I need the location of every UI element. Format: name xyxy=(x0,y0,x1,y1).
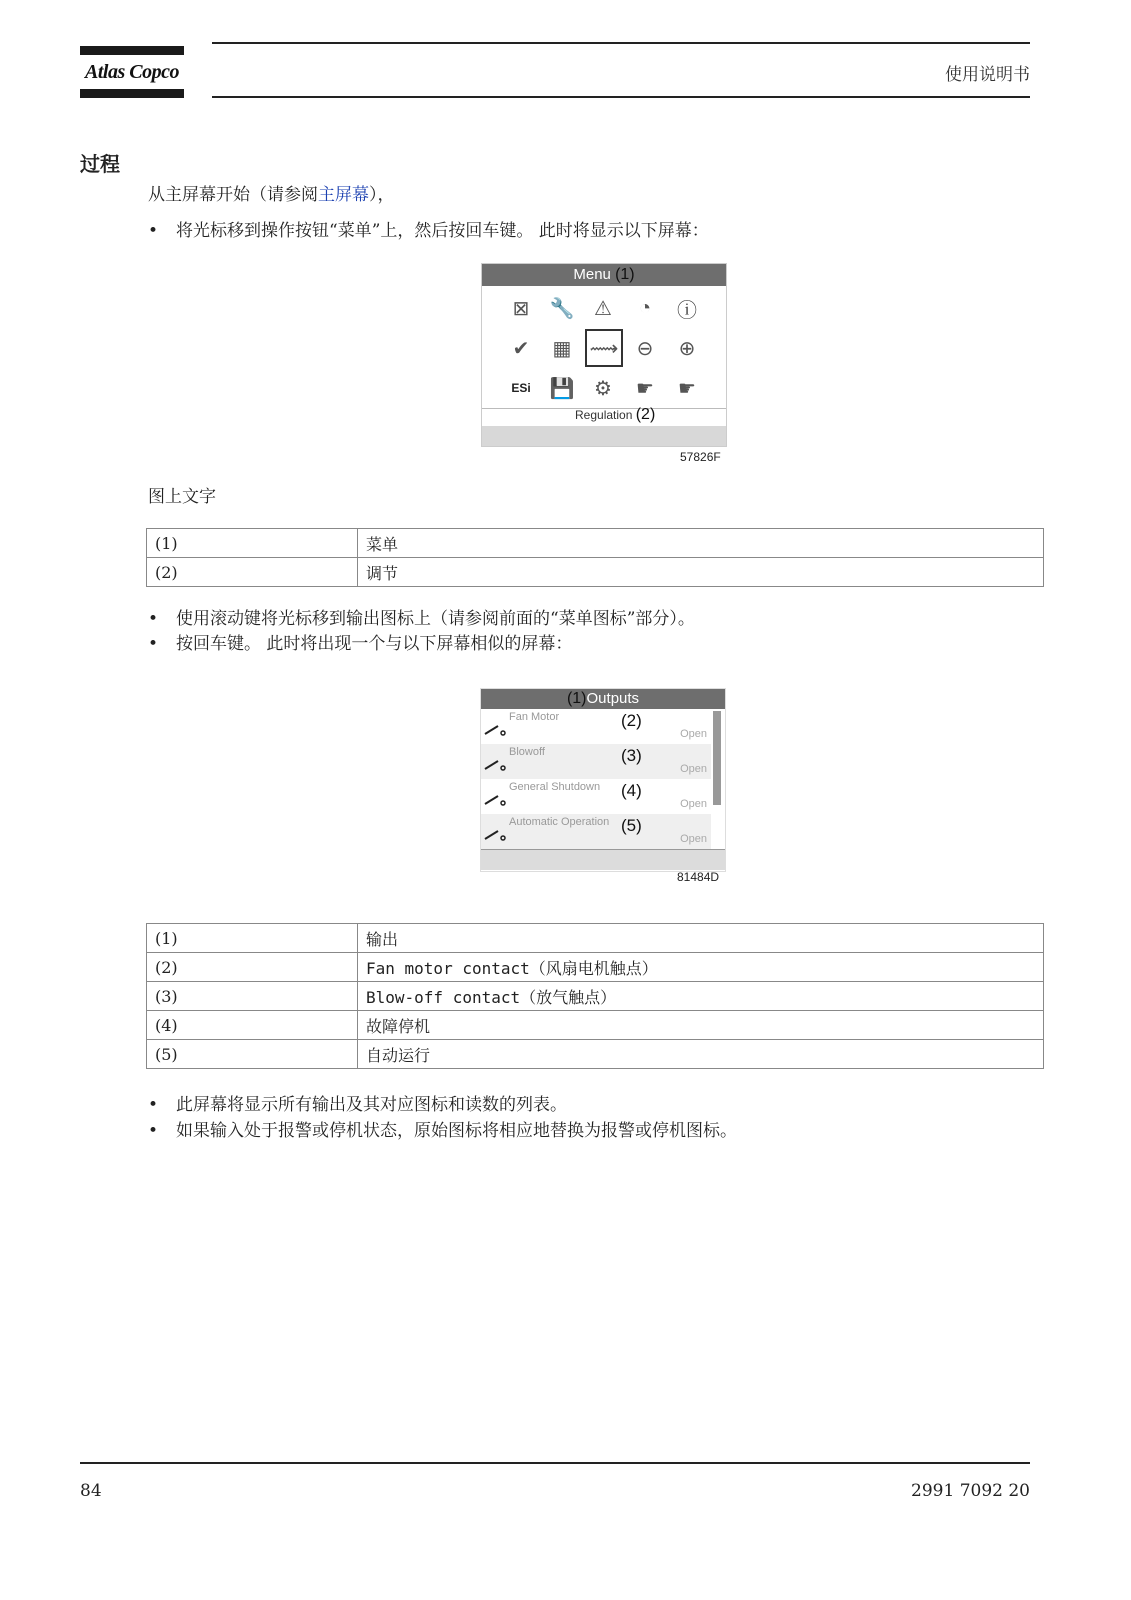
outputs-title-num: (1) xyxy=(566,690,587,707)
bullet-text: 使用滚动键将光标移到输出图标上（请参阅前面的“菜单图标”部分）。 xyxy=(176,609,695,629)
output-name: General Shutdown xyxy=(509,781,601,793)
output-callout: (5) xyxy=(621,816,642,835)
output-callout: (4) xyxy=(621,781,642,800)
legend-value: Fan motor contact（风扇电机触点） xyxy=(358,953,1044,982)
section-title: 过程 xyxy=(80,152,120,176)
brand-logo xyxy=(80,46,184,98)
output-icon[interactable]: ⊕ xyxy=(678,337,696,360)
brand-name: Atlas Copco xyxy=(85,61,179,83)
bullet-text: 如果输入处于报警或停机状态，原始图标将相应地替换为报警或停机图标。 xyxy=(176,1121,737,1141)
table-row xyxy=(147,982,1044,1011)
output-name: Fan Motor xyxy=(509,711,560,723)
header-rule-bottom xyxy=(212,96,1030,98)
menu-title-num: (1) xyxy=(615,266,635,283)
contact-switch-icon xyxy=(484,722,506,736)
table-row xyxy=(147,529,1044,558)
bullet-item: • 如果输入处于报警或停机状态，原始图标将相应地替换为报警或停机图标。 xyxy=(148,1121,737,1141)
bullet-text: 将光标移到操作按钮“菜单”上，然后按回车键。 此时将显示以下屏幕： xyxy=(176,221,709,241)
wrench-icon[interactable]: 🔧 xyxy=(549,297,575,320)
figure-caption: 57826F xyxy=(680,450,721,464)
bullet-item: • 将光标移到操作按钮“菜单”上，然后按回车键。 此时将显示以下屏幕： xyxy=(148,221,709,241)
output-name: Blowoff xyxy=(509,746,545,758)
timer-icon[interactable]: ◔ xyxy=(638,296,652,319)
outputs-title-text: Outputs xyxy=(586,690,640,707)
output-row-automatic-operation[interactable] xyxy=(481,814,711,849)
regulation-num: (2) xyxy=(635,406,656,423)
legend-key: (1) xyxy=(147,529,358,558)
outputs-screen-title xyxy=(481,689,725,709)
legend-key: (2) xyxy=(147,953,358,982)
counter-icon[interactable]: ▦ xyxy=(552,337,572,360)
legend-key: (1) xyxy=(147,924,358,953)
legend-table-1 xyxy=(146,528,1044,587)
screen-footer-bar xyxy=(482,426,726,446)
output-row-general-shutdown[interactable] xyxy=(481,779,711,814)
bullet-text: 按回车键。 此时将出现一个与以下屏幕相似的屏幕： xyxy=(176,634,573,654)
legend-key: (2) xyxy=(147,558,358,587)
menu-screen-title xyxy=(482,264,726,286)
legend-key: (4) xyxy=(147,1011,358,1040)
bullet-item: • 按回车键。 此时将出现一个与以下屏幕相似的屏幕： xyxy=(148,634,573,654)
contact-switch-icon xyxy=(484,792,506,806)
intro-text-before: 从主屏幕开始（请参阅 xyxy=(148,185,318,205)
info-icon[interactable]: ⓘ xyxy=(677,299,697,322)
page-number: 84 xyxy=(80,1481,102,1501)
settings-icon[interactable]: ⚙ xyxy=(594,377,612,400)
table-row xyxy=(147,1040,1044,1069)
output-value: Open xyxy=(680,763,707,775)
legend-value: 输出 xyxy=(358,924,1044,953)
legend-value: 自动运行 xyxy=(358,1040,1044,1069)
document-number: 2991 7092 20 xyxy=(911,1481,1030,1501)
regulation-label: Regulation xyxy=(575,408,633,422)
table-row xyxy=(147,1011,1044,1040)
regulation-icon[interactable]: ⟿ xyxy=(585,329,623,367)
main-screen-link[interactable]: 主屏幕 xyxy=(318,185,369,205)
outputs-screen xyxy=(480,688,726,872)
table-row xyxy=(147,953,1044,982)
warning-icon[interactable]: ⚠ xyxy=(594,297,612,320)
legend-key: (3) xyxy=(147,982,358,1011)
hand-icon[interactable]: ☛ xyxy=(636,377,654,400)
contact-switch-icon xyxy=(484,757,506,771)
contact-switch-icon xyxy=(484,827,506,841)
legend-label: 图上文字 xyxy=(148,487,216,507)
intro-paragraph xyxy=(148,183,395,207)
legend-value: 调节 xyxy=(358,558,1044,587)
output-value: Open xyxy=(680,728,707,740)
table-row xyxy=(147,924,1044,953)
output-row-blowoff[interactable] xyxy=(481,744,711,779)
bullet-text: 此屏幕将显示所有输出及其对应图标和读数的列表。 xyxy=(176,1095,567,1115)
hand-icon[interactable]: ☛ xyxy=(678,377,696,400)
analog-inputs-icon[interactable]: ⊠ xyxy=(512,297,530,320)
selected-item-label xyxy=(575,406,655,424)
legend-key: (5) xyxy=(147,1040,358,1069)
figure-caption: 81484D xyxy=(677,870,720,884)
output-callout: (2) xyxy=(621,711,642,730)
output-value: Open xyxy=(680,833,707,845)
input-icon[interactable]: ⊖ xyxy=(636,337,654,360)
legend-value: 故障停机 xyxy=(358,1011,1044,1040)
menu-title-text: Menu xyxy=(573,266,611,283)
bullet-item: • 使用滚动键将光标移到输出图标上（请参阅前面的“菜单图标”部分）。 xyxy=(148,609,695,629)
output-value: Open xyxy=(680,798,707,810)
service-icon[interactable]: ✔ xyxy=(512,337,530,360)
menu-screen xyxy=(481,263,727,447)
esi-icon[interactable]: ESi xyxy=(511,381,531,395)
output-callout: (3) xyxy=(621,746,642,765)
scrollbar[interactable] xyxy=(713,711,721,805)
legend-value: Blow-off contact（放气触点） xyxy=(358,982,1044,1011)
intro-text-after: ）， xyxy=(369,185,395,205)
header-rule-top xyxy=(212,42,1030,44)
screen-footer-bar xyxy=(481,850,725,870)
bullet-item: • 此屏幕将显示所有输出及其对应图标和读数的列表。 xyxy=(148,1095,567,1115)
footer-rule xyxy=(80,1462,1030,1464)
table-row xyxy=(147,558,1044,587)
legend-table-2 xyxy=(146,923,1044,1069)
legend-value: 菜单 xyxy=(358,529,1044,558)
output-row-fan-motor[interactable] xyxy=(481,709,711,744)
save-icon[interactable]: 💾 xyxy=(549,377,575,400)
output-name: Automatic Operation xyxy=(509,816,610,828)
manual-title: 使用说明书 xyxy=(945,65,1030,85)
